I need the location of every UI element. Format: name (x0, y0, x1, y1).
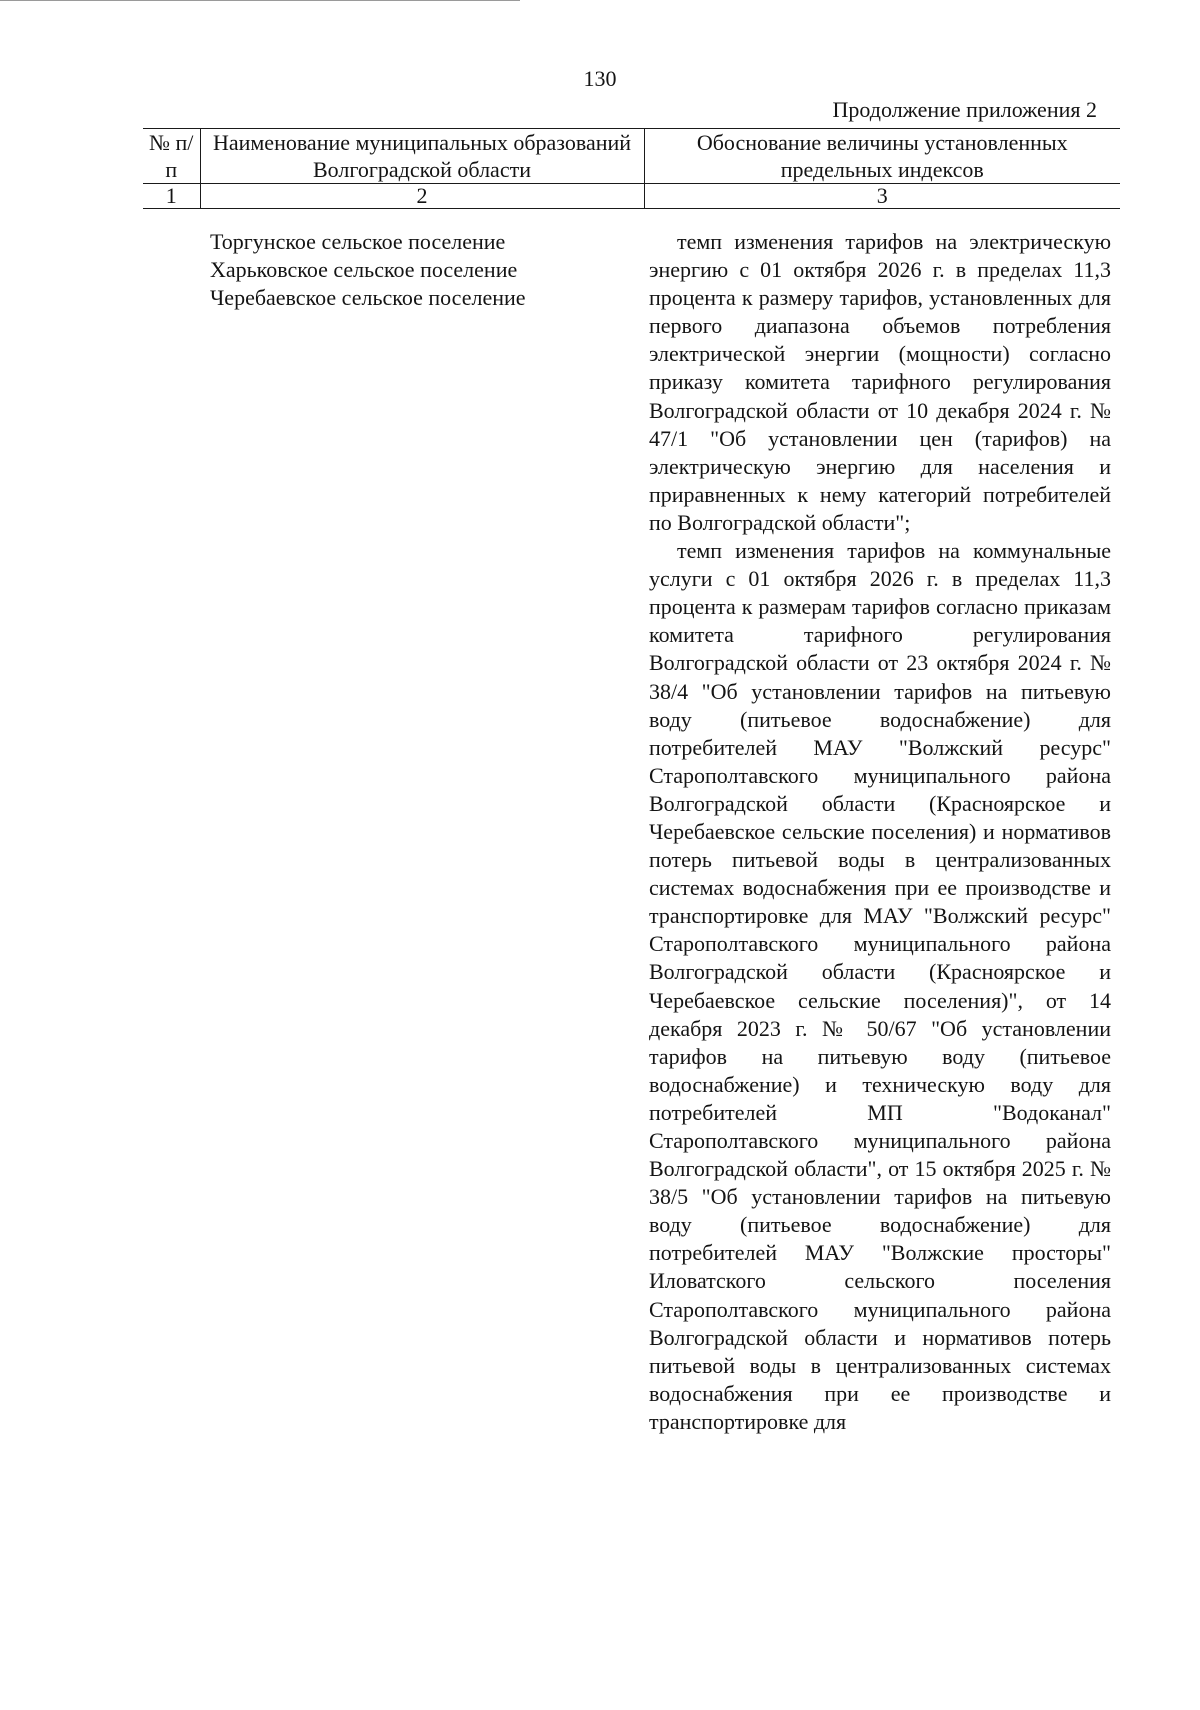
column-number-3: 3 (644, 184, 1120, 209)
municipality-item: Торгунское сельское поселение (210, 229, 506, 254)
page-number: 130 (583, 66, 617, 91)
municipality-item: Черебаевское сельское поселение (210, 285, 526, 310)
scan-edge (0, 0, 520, 1)
table-header (143, 128, 1120, 209)
header-number: № п/п (143, 129, 200, 184)
justification-paragraph-electricity: темп изменения тарифов на электрическую энергию с 01 октября 2026 г. в пределах 11,3 процента к размеру тарифов, установленных для первого диапазона объемов потребления электрической энергии (мощности) согласно приказу комитета тарифного регулирования Волгоградской области от 10 декабря 2024 г. № 47/1 "Об установлении цен (тарифов) на электрическую энергию для населения и приравненных к нему категорий потребителей по Волгоградской области"; (649, 229, 1111, 535)
header-row (143, 129, 1120, 184)
appendix-continuation-label: Продолжение приложения 2 (832, 97, 1097, 122)
column-number-1: 1 (143, 184, 200, 209)
column-number-2: 2 (200, 184, 644, 209)
header-municipality: Наименование муниципальных образований Волгоградской области (200, 129, 644, 184)
header-justification: Обоснование величины установленных предельных индексов (644, 129, 1120, 184)
municipality-list (210, 228, 610, 312)
municipality-item: Харьковское сельское поселение (210, 257, 518, 282)
justification-paragraph-utilities: темп изменения тарифов на коммунальные услуги с 01 октября 2026 г. в пределах 11,3 процента к размерам тарифов согласно приказам комитета тарифного регулирования Волгоградской области от 23 октября 2024 г. № 38/4 "Об установлении тарифов на питьевую воду (питьевое водоснабжение) для потребителей МАУ "Волжский ресурс" Старополтавского муниципального района Волгоградской области (Красноярское и Черебаевское сельские поселения) и нормативов потерь питьевой воды в централизованных системах водоснабжения при ее производстве и транспортировке для МАУ "Волжский ресурс" Старополтавского муниципального района Волгоградской области (Красноярское и Черебаевское сельские поселения)", от 14 декабря 2023 г. № 50/67 "Об установлении тарифов на питьевую воду (питьевое водоснабжение) и техническую воду для потребителей МП "Водоканал" Старополтавского муниципального района Волгоградской области", от 15 октября 2025 г. № 38/5 "Об установлении тарифов на питьевую воду (питьевое водоснабжение) для потребителей МАУ "Волжские просторы" Иловатского сельского поселения Старополтавского муниципального района Волгоградской области и нормативов потерь питьевой воды в централизованных системах водоснабжения при ее производстве и транспортировке для (649, 538, 1111, 1434)
justification-text (649, 228, 1111, 1436)
column-number-row (143, 184, 1120, 209)
